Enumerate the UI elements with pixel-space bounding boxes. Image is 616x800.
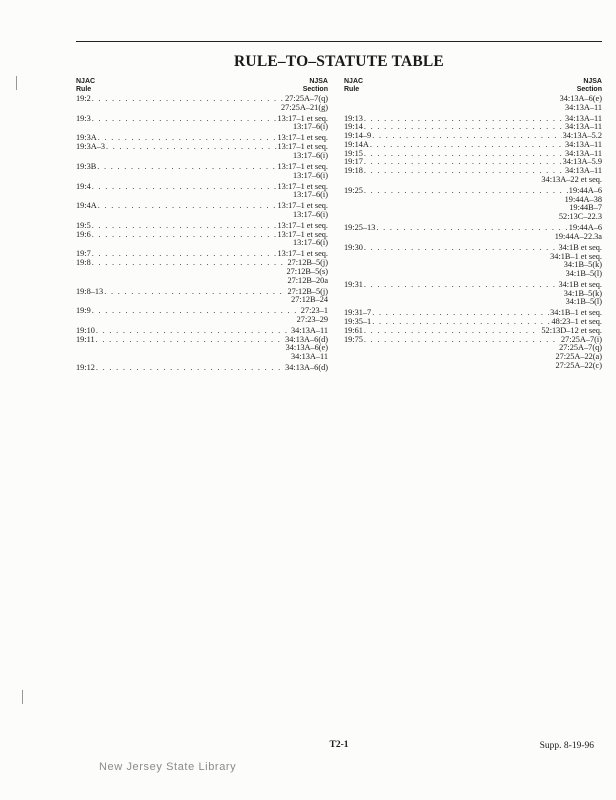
section-continuation: 34:1B–5(l) bbox=[565, 269, 602, 278]
section-cell: 13:17–1 et seq. bbox=[277, 220, 328, 230]
rule-cell: 19:14A bbox=[344, 139, 369, 149]
section-cell: 34:13A–11 bbox=[564, 122, 602, 132]
table-entry bbox=[76, 183, 328, 201]
section-continuation: 27:12B–24 bbox=[291, 295, 328, 305]
page-number: T2-1 bbox=[329, 740, 349, 750]
table-row bbox=[76, 163, 328, 172]
section-continuation: 34:1B–5(l) bbox=[565, 297, 602, 307]
section-cell: 34:13A–11 bbox=[564, 166, 602, 176]
section-cell: 27:25A–7(i) bbox=[560, 334, 602, 344]
page-title: RULE–TO–STATUTE TABLE bbox=[234, 53, 444, 70]
section-cell: 13:17–1 et seq. bbox=[277, 142, 328, 152]
section-continuation: 13:17–6(i) bbox=[292, 150, 328, 160]
table-entry bbox=[344, 132, 602, 141]
section-continuation: 34:1B–1 et seq. bbox=[550, 251, 602, 261]
table-entry bbox=[344, 281, 602, 307]
leader-dots bbox=[97, 163, 276, 172]
right-column bbox=[344, 78, 602, 371]
table-row bbox=[76, 202, 328, 211]
leader-dots bbox=[376, 224, 567, 233]
section-cell: 34:1B–1 et seq. bbox=[550, 308, 602, 318]
table-entry bbox=[76, 163, 328, 181]
section-continuation: 13:17–6(i) bbox=[292, 170, 328, 180]
section-cell: 27:23–1 bbox=[300, 306, 328, 316]
table-row bbox=[76, 231, 328, 240]
section-cell: 34:1B et seq. bbox=[558, 279, 602, 289]
leader-dots bbox=[364, 167, 564, 176]
rule-cell: 19:18 bbox=[344, 166, 363, 176]
leader-dots bbox=[370, 141, 564, 150]
library-stamp: New Jersey State Library bbox=[99, 761, 237, 773]
leader-dots bbox=[92, 231, 277, 240]
table-row bbox=[76, 364, 328, 373]
rule-cell: 19:13 bbox=[344, 113, 363, 123]
leader-dots bbox=[364, 158, 562, 167]
leader-dots bbox=[98, 202, 277, 211]
section-cell: 13:17–1 et seq. bbox=[277, 133, 328, 143]
table-entry bbox=[344, 115, 602, 124]
section-continuation: 13:17–6(i) bbox=[292, 238, 328, 248]
leader-dots bbox=[92, 222, 277, 231]
rule-cell: 19:15 bbox=[344, 148, 363, 158]
right-entries bbox=[344, 95, 602, 371]
rule-cell: 19:3A bbox=[76, 133, 97, 143]
rule-cell: 19:3B bbox=[76, 161, 97, 171]
section-cell: 13:17–1 et seq. bbox=[277, 161, 328, 171]
section-cell: 52:13D–12 et seq. bbox=[541, 325, 602, 335]
rule-cell: 19:4 bbox=[76, 181, 91, 191]
section-continuation: 19:44B–7 bbox=[569, 203, 602, 213]
table-entry bbox=[76, 259, 328, 285]
section-continuation: 34:1B–5(k) bbox=[563, 288, 602, 298]
table-row bbox=[344, 141, 602, 150]
section-continuation: 27:25A–22(a) bbox=[555, 352, 602, 362]
rule-cell: 19:31 bbox=[344, 279, 363, 289]
leader-dots bbox=[106, 143, 276, 152]
table-row bbox=[76, 183, 328, 192]
leader-dots bbox=[372, 309, 549, 318]
table-entry bbox=[344, 244, 602, 279]
table-row bbox=[76, 115, 328, 124]
table-entry bbox=[76, 288, 328, 306]
leader-dots bbox=[364, 281, 558, 290]
section-continuation: 34:13A–11 bbox=[564, 102, 602, 112]
rule-cell: 19:4A bbox=[76, 201, 97, 211]
left-entries bbox=[76, 95, 328, 373]
section-continuation: 19:44A–22.3a bbox=[554, 231, 602, 241]
table-row bbox=[76, 307, 328, 316]
rule-cell: 19:3A–3 bbox=[76, 142, 106, 152]
section-cell: 13:17–1 et seq. bbox=[277, 249, 328, 259]
rule-cell: 19:7 bbox=[76, 249, 91, 259]
section-cell: 27:25A–7(q) bbox=[285, 94, 328, 103]
leader-dots bbox=[364, 187, 568, 196]
scan-mark-bottom bbox=[22, 690, 23, 704]
section-continuation: 13:17–6(i) bbox=[292, 209, 328, 219]
table-row bbox=[76, 143, 328, 152]
section-cell: 27:12B–5(j) bbox=[287, 258, 328, 268]
rule-cell: 19:17 bbox=[344, 157, 363, 167]
leader-dots bbox=[364, 336, 560, 345]
section-continuation: 27:23–29 bbox=[296, 314, 328, 324]
section-cell: 13:17–1 et seq. bbox=[277, 181, 328, 191]
section-cell: 34:13A–5.9 bbox=[562, 157, 602, 167]
rule-cell: 19:25 bbox=[344, 185, 363, 195]
table-entry bbox=[344, 141, 602, 150]
table-row bbox=[344, 115, 602, 124]
rule-cell: 19:25–13 bbox=[344, 223, 376, 233]
section-continuation: 19:44A–38 bbox=[564, 194, 602, 204]
scan-mark-top bbox=[16, 76, 17, 90]
rule-cell: 19:11 bbox=[76, 334, 95, 344]
section-continuation: 27:12B–20a bbox=[287, 275, 328, 285]
leader-dots bbox=[364, 327, 540, 336]
leader-dots bbox=[364, 115, 564, 124]
leader-dots bbox=[96, 336, 285, 345]
leader-dots bbox=[96, 364, 284, 373]
top-rule bbox=[76, 41, 602, 42]
section-cell: 27:12B–5(j) bbox=[287, 286, 328, 296]
section-cell: 13:17–1 et seq. bbox=[277, 229, 328, 239]
right-header-section: NJSA Section bbox=[576, 78, 602, 93]
table-entry bbox=[76, 364, 328, 373]
rule-cell: 19:9 bbox=[76, 306, 91, 316]
left-column-header bbox=[76, 78, 328, 94]
section-cell: 34:1B et seq. bbox=[558, 242, 602, 252]
section-cell: 34:13A–6(d) bbox=[285, 334, 328, 344]
rule-cell: 19:12 bbox=[76, 363, 95, 373]
rule-cell: 19:8 bbox=[76, 258, 91, 268]
section-continuation: 27:25A–21(g) bbox=[280, 102, 328, 112]
leader-dots bbox=[364, 150, 564, 159]
section-continuation: 34:13A–6(e) bbox=[559, 94, 602, 103]
table-entry bbox=[76, 307, 328, 325]
leader-dots bbox=[92, 307, 300, 316]
table-row bbox=[344, 187, 602, 196]
table-entry bbox=[344, 158, 602, 167]
leader-dots bbox=[364, 123, 564, 132]
section-cell: 34:13A–11 bbox=[564, 148, 602, 158]
table-row bbox=[344, 158, 602, 167]
table-entry bbox=[344, 167, 602, 185]
right-header-rule: NJAC Rule bbox=[344, 78, 364, 93]
table-row bbox=[344, 132, 602, 141]
table-entry bbox=[76, 202, 328, 220]
rule-cell: 19:3 bbox=[76, 113, 91, 123]
section-cell: 34:13A–5.2 bbox=[562, 131, 602, 141]
table-entry bbox=[344, 336, 602, 371]
table-entry bbox=[344, 95, 602, 113]
rule-cell: 19:35–1 bbox=[344, 317, 372, 327]
section-continuation: 27:25A–22(c) bbox=[555, 360, 602, 370]
rule-cell: 19:8–13 bbox=[76, 286, 104, 296]
table-entry bbox=[76, 143, 328, 161]
left-header-section: NJSA Section bbox=[302, 78, 328, 93]
section-continuation: 34:1B–5(k) bbox=[563, 260, 602, 270]
rule-cell: 19:14–9 bbox=[344, 131, 372, 141]
section-continuation: 52:13C–22.3 bbox=[558, 212, 602, 222]
section-cell: 13:17–1 et seq. bbox=[277, 113, 328, 123]
table-entry bbox=[344, 187, 602, 222]
leader-dots bbox=[92, 95, 284, 104]
section-cell: 13:17–1 et seq. bbox=[277, 201, 328, 211]
rule-cell: 19:75 bbox=[344, 334, 363, 344]
section-cell: 34:13A–11 bbox=[564, 113, 602, 123]
section-continuation: 34:13A–6(e) bbox=[285, 343, 328, 353]
leader-dots bbox=[92, 250, 277, 259]
right-column-header bbox=[344, 78, 602, 94]
section-continuation: 27:12B–5(s) bbox=[286, 266, 328, 276]
rule-cell: 19:2 bbox=[76, 94, 91, 103]
supplement-date: Supp. 8-19-96 bbox=[539, 741, 594, 751]
section-cell: 34:13A–11 bbox=[290, 325, 328, 335]
leader-dots bbox=[92, 259, 287, 268]
rule-cell: 19:31–7 bbox=[344, 308, 372, 318]
rule-cell: 19:61 bbox=[344, 325, 363, 335]
rule-cell: 19:14 bbox=[344, 122, 363, 132]
rule-cell: 19:6 bbox=[76, 229, 91, 239]
rule-cell: 19:10 bbox=[76, 325, 95, 335]
table-entry bbox=[76, 95, 328, 113]
left-column bbox=[76, 78, 328, 373]
leader-dots bbox=[96, 327, 290, 336]
leader-dots bbox=[372, 132, 561, 141]
leader-dots bbox=[92, 115, 277, 124]
leader-dots bbox=[104, 288, 286, 297]
section-cell: 48:23–1 et seq. bbox=[551, 317, 602, 327]
section-cell: 19:44A–6 bbox=[568, 223, 602, 233]
rule-cell: 19:30 bbox=[344, 242, 363, 252]
leader-dots bbox=[98, 134, 277, 143]
section-continuation: 27:25A–7(q) bbox=[559, 343, 602, 353]
section-continuation: 34:13A–11 bbox=[290, 352, 328, 362]
rule-cell: 19:5 bbox=[76, 220, 91, 230]
section-cell: 19:44A–6 bbox=[568, 185, 602, 195]
table-entry bbox=[76, 115, 328, 133]
table-entry bbox=[76, 336, 328, 362]
section-continuation: 13:17–6(i) bbox=[292, 122, 328, 132]
table-entry bbox=[76, 231, 328, 249]
leader-dots bbox=[364, 244, 558, 253]
table-entry bbox=[344, 224, 602, 242]
left-header-rule: NJAC Rule bbox=[76, 78, 96, 93]
section-cell: 34:13A–11 bbox=[564, 139, 602, 149]
section-continuation: 13:17–6(i) bbox=[292, 190, 328, 200]
leader-dots bbox=[372, 318, 550, 327]
section-continuation: 34:13A–22 et seq. bbox=[541, 174, 602, 184]
section-cell: 34:13A–6(d) bbox=[285, 363, 328, 373]
leader-dots bbox=[92, 183, 277, 192]
